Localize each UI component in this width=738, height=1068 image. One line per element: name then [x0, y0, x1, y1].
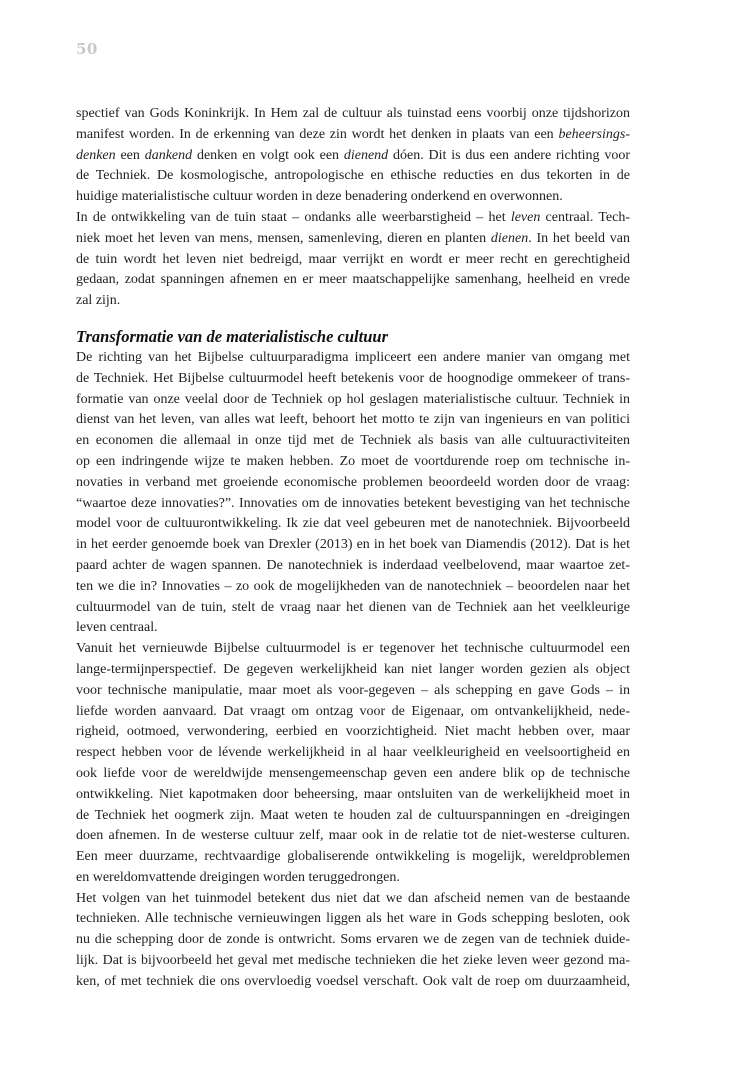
paragraph-2: [76, 208, 630, 312]
section-spacer: [76, 312, 630, 324]
text-line: Een meer duurzame, rechtvaardige globaliserende ontwikkeling is mogelijk, wereldproblemen: [76, 849, 630, 865]
text-line: zal zijn.: [76, 293, 121, 309]
text-line: ken, of met techniek die ons overvloedig voedsel verschaft. Ook valt de roep om duurzaamheid,: [76, 973, 630, 989]
text-run: niek moet het leven van mens, mensen, samenleving, dieren en planten: [76, 230, 491, 246]
text-line: de Techniek. De kosmologische, antropologische en ethische reducties en dus tekorten in de: [76, 168, 630, 184]
emphasis: beheersings-: [558, 126, 630, 142]
text-line: huidige materialistische cultuur worden in deze benadering onderkend en overwonnen.: [76, 189, 563, 205]
emphasis: leven: [510, 209, 541, 225]
paragraph-5: [76, 889, 630, 993]
text-line: dienst van het leven, van alles wat leeft, behoort het motto te zijn van ingenieurs en van politici: [76, 412, 630, 428]
text-run: manifest worden. In de erkenning van deze zin wordt het denken in plaats van een: [76, 126, 559, 142]
text-line: liefde worden aanvaard. Dat vraagt om ontzag voor de Eigenaar, om ontvankelijkheid, nede-: [76, 703, 630, 719]
page-body: [76, 104, 630, 993]
text-run: In de ontwikkeling van de tuin staat – ondanks alle weerbarstigheid – het: [76, 209, 511, 225]
text-line: lijk. Dat is bijvoorbeeld het geval met medische technieken die het zieke leven weer gezond ma-: [76, 953, 630, 969]
text-line: nu die schepping door de zonde is ontwricht. Soms ervaren we de zegen van de techniek duide-: [76, 932, 630, 948]
text-line: lange-termijnperspectief. De gegeven werkelijkheid kan niet langer worden gezien als object: [76, 661, 630, 677]
text-line: [76, 229, 630, 250]
text-line: De richting van het Bijbelse cultuurparadigma impliceert een andere manier van omgang met: [76, 349, 630, 365]
text-line: en economen die allemaal in onze tijd met de Techniek als basis van alle cultuuractiviteiten: [76, 433, 630, 449]
text-line: op een indringende wijze te maken hebben. Zo moet de voortdurende roep om technische in-: [76, 453, 630, 469]
text-line: novaties in verband met groeiende economische problemen beoordeeld worden door de vraag:: [76, 474, 630, 490]
text-line: in het eerder genoemde boek van Drexler (2013) en in het boek van Diamendis (2012). Dat is het: [76, 537, 630, 553]
text-run: centraal. Tech-: [540, 209, 630, 225]
text-line: leven centraal.: [76, 620, 158, 636]
text-line: formatie van onze veelal door de Techniek op hol geslagen materialistische cultuur. Techniek in: [76, 391, 630, 407]
text-line: cultuurmodel van de tuin, stelt de vraag naar het dienen van de Techniek aan het veelkleurige: [76, 599, 630, 615]
text-line: de Techniek. Het Bijbelse cultuurmodel heeft betekenis voor de hoognodige ommekeer of trans-: [76, 370, 630, 386]
text-line: [76, 125, 630, 146]
text-run: . In het beeld van: [528, 230, 630, 246]
paragraph-1: [76, 104, 630, 208]
text-line: Het volgen van het tuinmodel betekent dus niet dat we dan afscheid nemen van de bestaande: [76, 890, 630, 906]
emphasis: denken: [76, 147, 116, 163]
emphasis: dienen: [490, 230, 529, 246]
paragraph-4: [76, 639, 630, 889]
text-line: voor technische manipulatie, maar moet als voor-gegeven – als schepping en gave Gods – in: [76, 682, 630, 698]
text-line: spectief van Gods Koninkrijk. In Hem zal de cultuur als tuinstad eens voorbij onze tijdshorizon: [76, 106, 630, 121]
text-line: de Techniek het oogmerk zijn. Maat weten te houden zal de cultuurspanningen en -dreigingen: [76, 807, 630, 823]
text-line: ten we die in? Innovaties – zo ook de mogelijkheden van de nanotechniek – beoordelen naar het: [76, 578, 630, 594]
emphasis: dankend: [144, 147, 193, 163]
text-line: respect hebben voor de lévende werkelijkheid in al haar veelkleurigheid en veelsoortigheid en: [76, 745, 630, 761]
emphasis: dienend: [343, 147, 389, 163]
text-line: doen afnemen. In de westerse cultuur zelf, maar ook in de relatie tot de niet-westerse culturen.: [76, 828, 630, 844]
text-line: ontwikkeling. Niet kapotmaken door beheersing, maar ontsluiten van de werkelijkheid moet in: [76, 786, 630, 802]
text-line: en wereldomvattende dreigingen worden teruggedrongen.: [76, 869, 400, 885]
paragraph-3: [76, 348, 630, 639]
section-heading: Transformatie van de materialistische cultuur: [76, 326, 388, 346]
text-line: paard achter de wagen spannen. De nanotechniek is inderdaad veelbelovend, maar waartoe zet-: [76, 557, 630, 573]
text-line: model voor de cultuurontwikkeling. Ik zie dat veel gebeuren met de nanotechniek. Bijvoorbeeld: [76, 516, 630, 532]
text-line: [76, 146, 630, 167]
text-line: de tuin wordt het leven niet bedreigd, maar verrijkt en wordt er meer recht en gerechtigheid: [76, 251, 630, 267]
text-line: “waartoe deze innovaties?”. Innovaties om de innovaties betekent bevestiging van het technische: [76, 495, 630, 511]
page-number: 50: [76, 40, 98, 58]
text-run: dóen. Dit is dus een andere richting voor: [388, 147, 630, 163]
text-run: een: [115, 147, 145, 163]
text-line: technieken. Alle technische vernieuwingen liggen als het ware in Gods schepping besloten, ook: [76, 911, 630, 927]
text-run: denken en volgt ook een: [192, 147, 344, 163]
text-line: gedaan, zodat spanningen afnemen en er meer maatschappelijke samenhang, heelheid en vrede: [76, 272, 630, 288]
text-line: righeid, ootmoed, verwondering, eerbied en voorzichtigheid. Niet macht hebben over, maar: [76, 724, 630, 740]
text-line: ook liefde voor de wereldwijde mensengemeenschap geven een andere blik op de technische: [76, 765, 630, 781]
text-line: [76, 208, 630, 229]
text-line: Vanuit het vernieuwde Bijbelse cultuurmodel is er tegenover het technische cultuurmodel een: [76, 641, 630, 657]
